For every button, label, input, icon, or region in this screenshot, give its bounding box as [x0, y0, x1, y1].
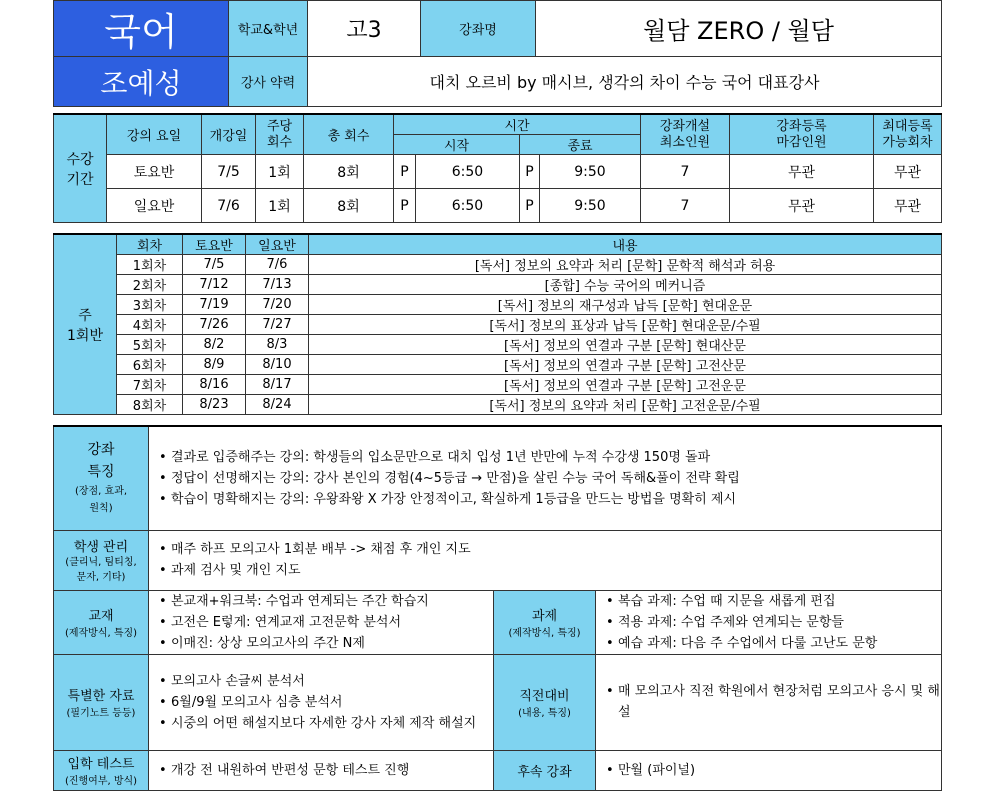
curriculum-table — [53, 233, 942, 415]
curriculum-cell-sun: 7/27 — [246, 315, 309, 335]
management-content — [149, 530, 942, 590]
schedule-cell: 7/5 — [202, 155, 256, 189]
list-item: • 복습 과제: 수업 때 지문을 새롭게 편집 — [604, 591, 941, 612]
col-sat: 토요반 — [183, 234, 246, 255]
col-sun: 일요반 — [246, 234, 309, 255]
schedule-cell: 무관 — [730, 155, 874, 189]
curriculum-cell-session: 7회차 — [117, 375, 183, 395]
col-day: 강의 요일 — [107, 114, 202, 155]
schedule-cell: 6:50 — [416, 155, 520, 189]
course-name-label: 강좌명 — [421, 1, 536, 57]
features-label-cell — [54, 426, 149, 530]
curriculum-cell-sun: 8/17 — [246, 375, 309, 395]
table-row — [54, 315, 942, 335]
features-content — [149, 426, 942, 530]
curriculum-cell-sun: 8/10 — [246, 355, 309, 375]
special-sub: (필기노트 등등) — [66, 708, 136, 719]
curriculum-cell-sun: 8/3 — [246, 335, 309, 355]
curriculum-cell-sun: 7/20 — [246, 295, 309, 315]
list-item: • 예습 과제: 다음 주 수업에서 다룰 고난도 문항 — [604, 633, 941, 654]
management-label-cell — [54, 530, 149, 590]
list-item: • 학습이 명확해지는 강의: 우왕좌왕 X 가장 안정적이고, 확실하게 1등급을 만드는 방법을 명확히 제시 — [157, 489, 941, 510]
col-min: 강좌개설 최소인원 — [641, 114, 730, 155]
homework-label: 과제 — [531, 609, 558, 624]
school-grade-label: 학교&학년 — [229, 1, 308, 57]
curriculum-cell-session: 6회차 — [117, 355, 183, 375]
list-item: • 개강 전 내원하여 반편성 문항 테스트 진행 — [157, 760, 493, 781]
list-item: • 과제 검사 및 개인 지도 — [157, 560, 941, 581]
list-item: • 결과로 입증해주는 강의: 학생들의 입소문만으로 대치 입성 1년 반만에 누적 수강생 150명 돌파 — [157, 447, 941, 468]
col-time-end: 종료 — [520, 135, 641, 155]
curriculum-cell-sat: 7/19 — [183, 295, 246, 315]
schedule-cell: 일요반 — [107, 189, 202, 223]
school-grade: 고3 — [308, 1, 421, 57]
curriculum-cell-sat: 8/16 — [183, 375, 246, 395]
list-item: • 고전은 E렇게: 연계교재 고전문학 분석서 — [157, 612, 493, 633]
final-prep-sub: (내용, 특징) — [518, 708, 571, 719]
col-time-start: 시작 — [394, 135, 520, 155]
entrance-test-label-cell — [54, 750, 149, 790]
schedule-side-label: 수강 기간 — [54, 114, 107, 223]
special-label-cell — [54, 654, 149, 750]
curriculum-cell-sat: 8/9 — [183, 355, 246, 375]
curriculum-cell-content: [독서] 정보의 표상과 납득 [문학] 현대운문/수필 — [309, 315, 942, 335]
table-row — [54, 335, 942, 355]
curriculum-side-label: 주 1회반 — [54, 234, 117, 415]
schedule-cell: 무관 — [730, 189, 874, 223]
homework-sub: (제작방식, 특징) — [508, 628, 581, 639]
schedule-cell: P — [520, 155, 540, 189]
table-row — [54, 375, 942, 395]
features-sub: (장점, 효과, 원칙) — [74, 486, 128, 515]
management-sub: (클리닉, 팀티칭, 문자, 기타) — [65, 556, 137, 583]
schedule-cell: 9:50 — [540, 155, 641, 189]
schedule-table — [53, 113, 942, 223]
curriculum-cell-session: 4회차 — [117, 315, 183, 335]
curriculum-cell-content: [종합] 수능 국어의 메커니즘 — [309, 275, 942, 295]
list-item: • 정답이 선명해지는 강의: 강사 본인의 경험(4~5등급 → 만점)을 살린 수능 국어 독해&풀이 전략 확립 — [157, 468, 941, 489]
curriculum-cell-sat: 7/12 — [183, 275, 246, 295]
curriculum-cell-session: 8회차 — [117, 395, 183, 415]
col-deadline: 강좌등록 마감인원 — [730, 114, 874, 155]
features-label: 강좌 특징 — [87, 442, 115, 481]
textbook-content — [149, 590, 494, 654]
schedule-cell: 8회 — [304, 155, 394, 189]
follow-up-label: 후속 강좌 — [494, 750, 596, 790]
curriculum-cell-sat: 7/5 — [183, 255, 246, 275]
schedule-cell: 7 — [641, 189, 730, 223]
col-session: 회차 — [117, 234, 183, 255]
schedule-cell: 7 — [641, 155, 730, 189]
curriculum-cell-session: 5회차 — [117, 335, 183, 355]
list-item: • 적용 과제: 수업 주제와 연계되는 문항들 — [604, 612, 941, 633]
list-item: • 시중의 어떤 해설지보다 자세한 강사 자체 제작 해설지 — [157, 713, 493, 734]
curriculum-cell-sun: 7/13 — [246, 275, 309, 295]
final-prep-label: 직전대비 — [519, 689, 570, 704]
schedule-cell: 무관 — [874, 189, 942, 223]
table-row — [54, 255, 942, 275]
curriculum-cell-session: 3회차 — [117, 295, 183, 315]
col-start-date: 개강일 — [202, 114, 256, 155]
schedule-cell: 1회 — [256, 155, 304, 189]
curriculum-cell-content: [독서] 정보의 요약과 처리 [문학] 고전운문/수필 — [309, 395, 942, 415]
final-prep-label-cell — [494, 654, 596, 750]
curriculum-cell-session: 1회차 — [117, 255, 183, 275]
curriculum-cell-content: [독서] 정보의 연결과 구분 [문학] 고전산문 — [309, 355, 942, 375]
teacher-bio-label: 강사 약력 — [229, 57, 308, 107]
header-table — [53, 0, 942, 107]
textbook-label-cell — [54, 590, 149, 654]
curriculum-cell-sat: 8/2 — [183, 335, 246, 355]
col-weekly: 주당 회수 — [256, 114, 304, 155]
schedule-cell: 토요반 — [107, 155, 202, 189]
col-time: 시간 — [394, 114, 641, 135]
textbook-sub: (제작방식, 특징) — [64, 628, 138, 639]
schedule-cell: 1회 — [256, 189, 304, 223]
curriculum-cell-sat: 8/23 — [183, 395, 246, 415]
curriculum-cell-content: [독서] 정보의 연결과 구분 [문학] 현대산문 — [309, 335, 942, 355]
list-item: • 본교재+워크북: 수업과 연계되는 주간 학습지 — [157, 591, 493, 612]
curriculum-cell-sun: 7/6 — [246, 255, 309, 275]
table-row — [54, 275, 942, 295]
schedule-cell: P — [520, 189, 540, 223]
details-table — [53, 425, 942, 791]
follow-up-content — [596, 750, 942, 790]
curriculum-cell-sat: 7/26 — [183, 315, 246, 335]
homework-label-cell — [494, 590, 596, 654]
schedule-cell: 6:50 — [416, 189, 520, 223]
entrance-test-content — [149, 750, 494, 790]
list-item: • 매 모의고사 직전 학원에서 현장처럼 모의고사 응시 및 해설 — [604, 681, 941, 723]
management-label: 학생 관리 — [73, 539, 129, 555]
table-row — [54, 395, 942, 415]
table-row — [54, 355, 942, 375]
list-item: • 모의고사 손글씨 분석서 — [157, 671, 493, 692]
list-item: • 6월/9월 모의고사 심층 분석서 — [157, 692, 493, 713]
special-label: 특별한 자료 — [67, 689, 135, 704]
schedule-cell: 무관 — [874, 155, 942, 189]
list-item: • 만월 (파이널) — [604, 760, 941, 781]
schedule-cell: P — [394, 189, 416, 223]
subject-title: 국어 — [54, 1, 229, 57]
schedule-cell: 8회 — [304, 189, 394, 223]
teacher-bio: 대치 오르비 by 매시브, 생각의 차이 수능 국어 대표강사 — [308, 57, 942, 107]
curriculum-cell-content: [독서] 정보의 요약과 처리 [문학] 문학적 해석과 허용 — [309, 255, 942, 275]
entrance-test-label: 입학 테스트 — [67, 757, 135, 772]
special-content — [149, 654, 494, 750]
homework-content — [596, 590, 942, 654]
curriculum-cell-sun: 8/24 — [246, 395, 309, 415]
entrance-test-sub: (진행여부, 방식) — [64, 776, 138, 787]
col-total: 총 회수 — [304, 114, 394, 155]
final-prep-content — [596, 654, 942, 750]
curriculum-cell-content: [독서] 정보의 재구성과 납득 [문학] 현대운문 — [309, 295, 942, 315]
teacher-name: 조예성 — [54, 57, 229, 107]
list-item: • 매주 하프 모의고사 1회분 배부 -> 채점 후 개인 지도 — [157, 539, 941, 560]
col-content: 내용 — [309, 234, 942, 255]
schedule-cell: P — [394, 155, 416, 189]
schedule-cell: 9:50 — [540, 189, 641, 223]
table-row — [54, 295, 942, 315]
curriculum-cell-content: [독서] 정보의 연결과 구분 [문학] 고전운문 — [309, 375, 942, 395]
list-item: • 이매진: 상상 모의고사의 주간 N제 — [157, 633, 493, 654]
course-name: 월담 ZERO / 월담 — [536, 1, 942, 57]
textbook-label: 교재 — [88, 609, 114, 624]
schedule-cell: 7/6 — [202, 189, 256, 223]
curriculum-cell-session: 2회차 — [117, 275, 183, 295]
col-max: 최대등록 가능회차 — [874, 114, 942, 155]
